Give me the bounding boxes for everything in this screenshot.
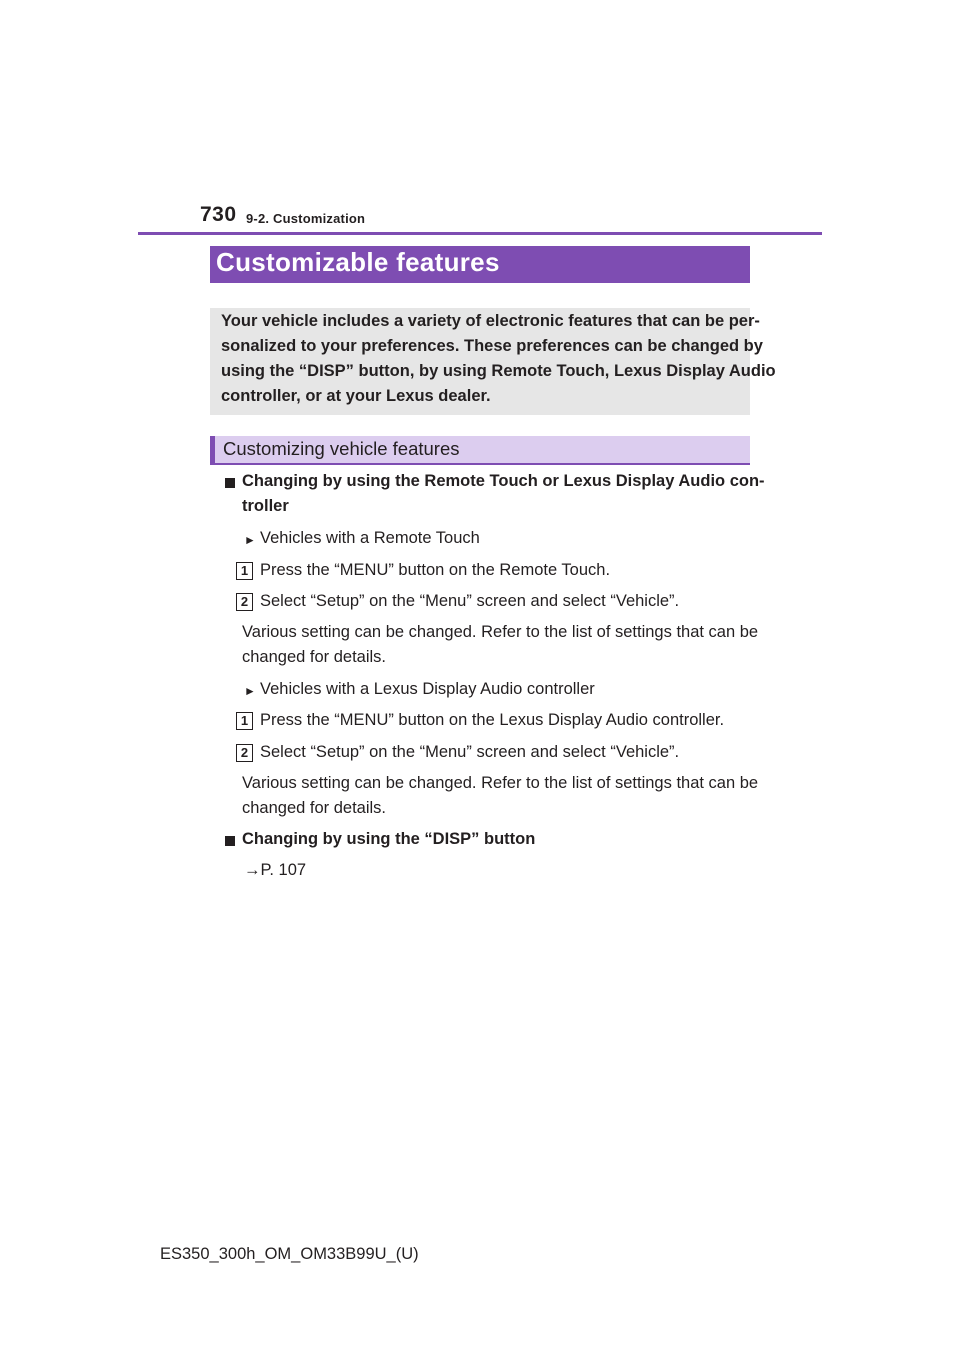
heading-disp: Changing by using the “DISP” button <box>242 830 536 848</box>
square-bullet-icon <box>225 478 235 488</box>
remote-step-2: Select “Setup” on the “Menu” screen and select “Vehicle”. <box>260 592 680 610</box>
step-number-2: 2 <box>236 593 253 611</box>
header-rule <box>138 232 822 235</box>
lexus-note-cont: changed for details. <box>242 799 387 817</box>
remote-note-cont: changed for details. <box>242 648 387 666</box>
lexus-note: Various setting can be changed. Refer to the list of settings that can be <box>242 774 759 792</box>
step-number-1: 1 <box>236 712 253 730</box>
subsection-underline <box>210 463 750 465</box>
intro-line: controller, or at your Lexus dealer. <box>221 387 491 405</box>
subsection-title: Customizing vehicle features <box>223 438 460 459</box>
page-title: Customizable features <box>216 247 500 277</box>
section-label: 9-2. Customization <box>246 211 366 226</box>
page-reference-link[interactable]: →P. 107 <box>244 861 307 879</box>
footer-doc-code: ES350_300h_OM_OM33B99U_(U) <box>160 1245 419 1263</box>
intro-line: using the “DISP” button, by using Remote Touch, Lexus Display Audio <box>221 362 776 380</box>
page-number: 730 <box>200 203 237 226</box>
square-bullet-icon <box>225 836 235 846</box>
lexus-audio-label: Vehicles with a Lexus Display Audio controller <box>260 680 595 698</box>
lexus-step-2: Select “Setup” on the “Menu” screen and select “Vehicle”. <box>260 743 680 761</box>
intro-line: Your vehicle includes a variety of electronic features that can be per- <box>221 312 760 330</box>
triangle-bullet-icon: ► <box>244 533 256 547</box>
intro-line: sonalized to your preferences. These preferences can be changed by <box>221 337 763 355</box>
remote-note: Various setting can be changed. Refer to the list of settings that can be <box>242 623 759 641</box>
heading-remote-lexus: Changing by using the Remote Touch or Lexus Display Audio con- <box>242 472 765 490</box>
subsection-accent <box>210 436 215 465</box>
step-number-2: 2 <box>236 744 253 762</box>
triangle-bullet-icon: ► <box>244 684 256 698</box>
remote-touch-label: Vehicles with a Remote Touch <box>260 529 480 547</box>
step-number-1: 1 <box>236 562 253 580</box>
lexus-step-1: Press the “MENU” button on the Lexus Display Audio controller. <box>260 711 725 729</box>
heading-remote-lexus-cont: troller <box>242 497 289 515</box>
remote-step-1: Press the “MENU” button on the Remote Touch. <box>260 561 611 579</box>
